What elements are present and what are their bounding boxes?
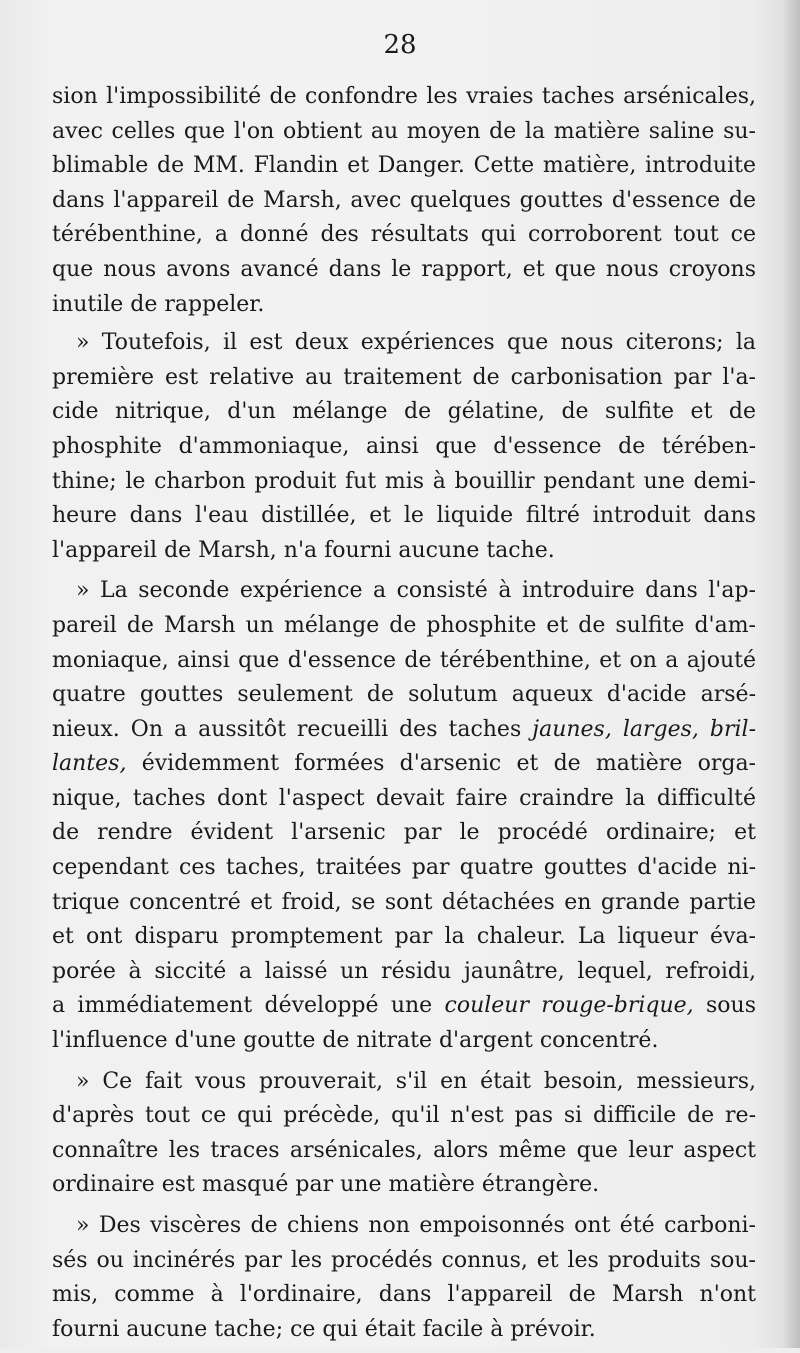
text-line: et ont disparu promptement par la chaleur. La liqueur éva- <box>52 924 756 950</box>
text-line: a immédiatement développé une couleur rouge-brique, sous <box>52 993 756 1019</box>
text-line: d'après tout ce qui précède, qu'il n'est pas si difficile de re- <box>52 1103 756 1129</box>
text-line: mis, comme à l'ordinaire, dans l'appareil de Marsh n'ont <box>52 1282 756 1308</box>
paragraph-1 <box>52 80 756 322</box>
text-line: sion l'impossibilité de confondre les vraies taches arsénicales, <box>52 84 756 109</box>
body-text <box>52 80 756 1353</box>
text-line: connaître les traces arsénicales, alors même que leur aspect <box>52 1137 756 1163</box>
text-line: avec celles que l'on obtient au moyen de la matière saline su- <box>52 118 756 144</box>
page-number: 28 <box>383 30 417 60</box>
text-line: nique, taches dont l'aspect devait faire craindre la difficulté <box>52 785 756 811</box>
text-line: cependant ces taches, traitées par quatre gouttes d'acide ni- <box>52 855 756 881</box>
text-line: térébenthine, a donné des résultats qui corroborent tout ce <box>52 222 756 248</box>
text-line: » Des viscères de chiens non empoisonnés ont été carboni- <box>76 1213 756 1238</box>
text-line: dans l'appareil de Marsh, avec quelques gouttes d'essence de <box>52 187 756 213</box>
text-line: de rendre évident l'arsenic par le procédé ordinaire; et <box>52 820 756 846</box>
text-line: pareil de Marsh un mélange de phosphite et de sulfite d'am- <box>52 612 756 638</box>
text-line: phosphite d'ammoniaque, ainsi que d'essence de térében- <box>52 433 756 459</box>
page-edge-shadow <box>782 0 800 1348</box>
text-line: blimable de MM. Flandin et Danger. Cette matière, introduite <box>52 153 756 179</box>
text-line: inutile de rappeler. <box>52 291 265 317</box>
text-line: heure dans l'eau distillée, et le liquide filtré introduit dans <box>52 503 756 529</box>
text-line: porée à siccité a laissé un résidu jaunâtre, lequel, refroidi, <box>52 958 756 984</box>
text-line: première est relative au traitement de carbonisation par l'a- <box>52 364 756 390</box>
text-line: » Toutefois, il est deux expériences que nous citerons; la <box>76 330 756 356</box>
text-line: thine; le charbon produit fut mis à bouillir pendant une demi- <box>52 468 756 494</box>
text-line: lantes, évidemment formées d'arsenic et de matière orga- <box>52 751 756 777</box>
text-line: l'influence d'une goutte de nitrate d'argent concentré. <box>52 1028 659 1054</box>
paragraph-2 <box>52 326 756 568</box>
text-line: ordinaire est masqué par une matière étrangère. <box>52 1172 600 1198</box>
paragraph-4 <box>52 1065 756 1203</box>
text-line: nieux. On a aussitôt recueilli des taches jaunes, larges, bril- <box>52 716 756 742</box>
text-line: fourni aucune tache; ce qui était facile à prévoir. <box>52 1316 596 1342</box>
paragraph-5 <box>52 1209 756 1347</box>
text-line: » Ce fait vous prouverait, s'il en était besoin, messieurs, <box>76 1068 756 1094</box>
text-line: que nous avons avancé dans le rapport, et que nous croyons <box>52 256 756 282</box>
text-line: quatre gouttes seulement de solutum aqueux d'acide arsé- <box>52 682 756 708</box>
text-line: trique concentré et froid, se sont détachées en grande partie <box>52 889 756 915</box>
text-line: » La seconde expérience a consisté à introduire dans l'ap- <box>76 578 756 604</box>
text-line: cide nitrique, d'un mélange de gélatine, de sulfite et de <box>52 399 756 425</box>
text-line: sés ou incinérés par les procédés connus, et les produits sou- <box>52 1247 756 1273</box>
text-line: l'appareil de Marsh, n'a fourni aucune tache. <box>52 537 555 563</box>
text-line: moniaque, ainsi que d'essence de térébenthine, et on a ajouté <box>52 647 756 673</box>
paragraph-3 <box>52 574 756 1058</box>
